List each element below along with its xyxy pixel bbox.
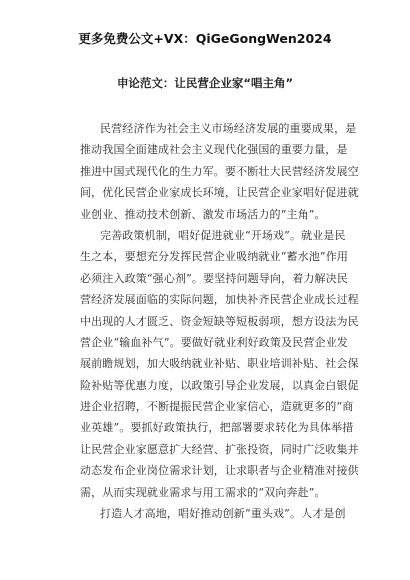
paragraph-3-line: 打造人才高地，唱好推动创新“重头戏”。人才是创 (100, 507, 346, 521)
paragraph-1-line: 推进中国式现代化的生力军。要不断壮大民营经济发展空 (80, 164, 359, 178)
paragraph-1-line: 业创业、推动技术创新、激发市场活力的“主角”。 (80, 207, 326, 221)
paragraph-2-line: 业英雄”。要抓好政策执行，把部署要求转化为具体举措 (80, 421, 354, 435)
paragraph-2-line: 中出现的人才匮乏、资金短缺等短板弱项，想方设法为民 (80, 314, 359, 328)
paragraph-2-line: 需，从而实现就业需求与用工需求的“双向奔赴”。 (80, 485, 326, 499)
paragraph-2-line: 让民营企业家愿意扩大经营、扩张投资，同时广泛收集并 (80, 442, 359, 456)
paragraph-1-line: 推动我国全面建成社会主义现代化强国的重要力量，是 (80, 143, 348, 157)
paragraph-2-line: 营企业“输血补气”。要做好就业利好政策及民营企业发 (80, 335, 348, 349)
paragraph-2-line: 必须注入政策“强心剂”。要坚持问题导向，着力解决民 (80, 271, 348, 285)
paragraph-1-line: 间，优化民营企业家成长环境，让民营企业家唱好促进就 (80, 186, 359, 200)
paragraph-2-line: 动态发布企业岗位需求计划，让求职者与企业精准对接供 (80, 464, 359, 478)
paragraph-2-line: 营经济发展面临的实际问题，加快补齐民营企业成长过程 (80, 293, 359, 307)
paragraph-2-line: 进企业招聘，不断提振民营企业家信心，造就更多的“商 (80, 400, 354, 414)
paragraph-2-line: 生之本，要想充分发挥民营企业吸纳就业“蓄水池”作用 (80, 250, 348, 264)
essay-body (80, 118, 359, 524)
essay-title: 申论范文：让民营企业家“唱主角” (116, 76, 294, 90)
paragraph-2-line: 展前瞻规划，加大吸纳就业补贴、职业培训补贴、社会保 (80, 357, 359, 371)
paragraph-2-line: 完善政策机制，唱好促进就业“开场戏”。就业是民 (100, 228, 346, 242)
paragraph-1-line: 民营经济作为社会主义市场经济发展的重要成果，是 (100, 122, 357, 135)
paragraph-2-line: 险补贴等优惠力度，以政策引导企业发展，以真金白银促 (80, 378, 359, 392)
page-header: 更多免费公文+VX：QiGeGongWen2024 (78, 31, 332, 46)
